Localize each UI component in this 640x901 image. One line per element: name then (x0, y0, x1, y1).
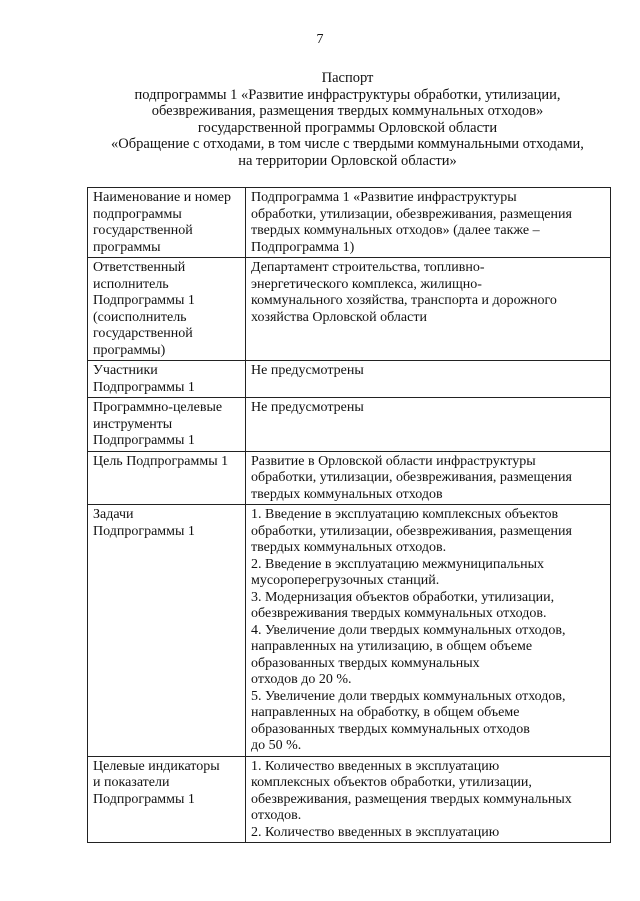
row-label-line: Ответственный (93, 260, 186, 275)
row-label-cell (88, 258, 246, 361)
row-label-line: подпрограммы (93, 206, 182, 222)
row-value-line: Развитие в Орловской области инфраструктуры (251, 453, 536, 469)
row-value-line: Не предусмотрены (251, 400, 364, 415)
passport-table-body (88, 188, 611, 843)
row-value-line: 1. Введение в эксплуатацию комплексных объектов (251, 507, 559, 522)
row-label-cell (88, 756, 246, 843)
row-value-line: обезвреживания твердых коммунальных отходов. (251, 606, 547, 621)
row-label-line: программы) (93, 342, 166, 358)
row-value-line: отходов. (251, 808, 302, 823)
row-value-line: твердых коммунальных отходов. (251, 540, 447, 555)
row-label-line: Программно-целевые (93, 400, 223, 415)
row-value-line: энергетического комплекса, жилищно- (251, 276, 482, 292)
row-value-line: обработки, утилизации, обезвреживания, размещения (251, 470, 572, 485)
row-value-line: 1. Количество введенных в эксплуатацию (251, 758, 500, 774)
row-value-line: направленных на утилизацию, в общем объеме (251, 639, 533, 654)
row-value-line: образованных твердых коммунальных отходов (251, 721, 530, 737)
row-value-line: обработки, утилизации, обезвреживания, размещения (251, 523, 572, 539)
row-label-line: государственной (93, 223, 193, 238)
row-label-line: и показатели (93, 775, 170, 790)
row-label-cell (88, 188, 246, 258)
row-value-cell (246, 258, 611, 361)
row-label-line: инструменты (93, 416, 173, 432)
row-value-line: твердых коммунальных отходов» (далее также – (251, 223, 540, 238)
passport-row (88, 361, 611, 398)
row-label-line: Наименование и номер (93, 190, 232, 205)
row-label-cell (88, 505, 246, 757)
row-value-line: до 50 %. (251, 738, 302, 753)
row-value-line: Департамент строительства, топливно- (251, 260, 485, 275)
passport-row (88, 398, 611, 452)
heading-line: «Обращение с отходами, в том числе с твердыми коммунальными отходами, (111, 136, 584, 152)
row-label-line: программы (93, 239, 161, 255)
row-value-line: 3. Модернизация объектов обработки, утилизации, (251, 589, 555, 605)
passport-row (88, 451, 611, 505)
row-value-line: хозяйства Орловской области (251, 309, 427, 325)
row-label-line: Участники (93, 363, 158, 378)
row-value-cell (246, 451, 611, 505)
passport-row (88, 756, 611, 843)
passport-row (88, 258, 611, 361)
row-value-line: комплексных объектов обработки, утилизации, (251, 775, 532, 790)
row-label-cell (88, 451, 246, 505)
heading-line: подпрограммы 1 «Развитие инфраструктуры обработки, утилизации, (134, 86, 561, 103)
row-value-line: обработки, утилизации, обезвреживания, размещения (251, 206, 572, 222)
row-value-line: 2. Количество введенных в эксплуатацию (251, 824, 500, 840)
row-label-line: Подпрограммы 1 (93, 293, 195, 308)
row-label-line: Подпрограммы 1 (93, 433, 195, 448)
page-number: 7 (316, 32, 324, 47)
row-label-line: Задачи (93, 507, 134, 522)
row-label-line: Подпрограммы 1 (93, 791, 195, 807)
passport-table (87, 187, 611, 843)
row-value-line: мусороперегрузочных станций. (251, 573, 440, 588)
row-value-cell (246, 188, 611, 258)
row-value-line: твердых коммунальных отходов (251, 486, 443, 502)
row-label-line: Целевые индикаторы (93, 758, 220, 774)
table-continuation (87, 881, 610, 901)
row-label-line: Подпрограммы 1 (93, 523, 195, 539)
row-value-line: направленных на обработку, в общем объеме (251, 705, 520, 720)
row-label-line: Цель Подпрограммы 1 (93, 453, 229, 469)
row-value-line: 4. Увеличение доли твердых коммунальных отходов, (251, 622, 566, 638)
row-value-line: коммунального хозяйства, транспорта и дорожного (251, 293, 557, 308)
row-value-cell (246, 756, 611, 843)
row-value-cell (246, 505, 611, 757)
row-label-line: Подпрограммы 1 (93, 379, 195, 395)
row-label-cell (88, 398, 246, 452)
passport-row (88, 505, 611, 757)
heading-line: государственной программы Орловской области (197, 119, 498, 136)
row-value-line: обезвреживания, размещения твердых коммунальных (251, 791, 572, 807)
row-label-line: (соисполнитель (93, 309, 187, 325)
row-label-line: государственной (93, 326, 193, 341)
row-label-line: исполнитель (93, 276, 169, 292)
row-value-line: Не предусмотрены (251, 363, 364, 378)
heading-line: на территории Орловской области» (238, 152, 457, 169)
row-value-line: 5. Увеличение доли твердых коммунальных отходов, (251, 688, 566, 704)
row-value-cell (246, 361, 611, 398)
row-label-cell (88, 361, 246, 398)
row-value-line: образованных твердых коммунальных (251, 655, 480, 671)
row-value-line: Подпрограмма 1) (251, 239, 355, 255)
heading-line: обезвреживания, размещения твердых коммунальных отходов» (151, 103, 544, 119)
passport-row (88, 188, 611, 258)
row-value-line: Подпрограмма 1 «Развитие инфраструктуры (251, 190, 517, 205)
row-value-cell (246, 398, 611, 452)
passport-heading (60, 70, 635, 169)
row-value-line: 2. Введение в эксплуатацию межмуниципальных (251, 556, 544, 572)
heading-line: Паспорт (321, 70, 374, 86)
row-value-line: отходов до 20 %. (251, 672, 352, 687)
